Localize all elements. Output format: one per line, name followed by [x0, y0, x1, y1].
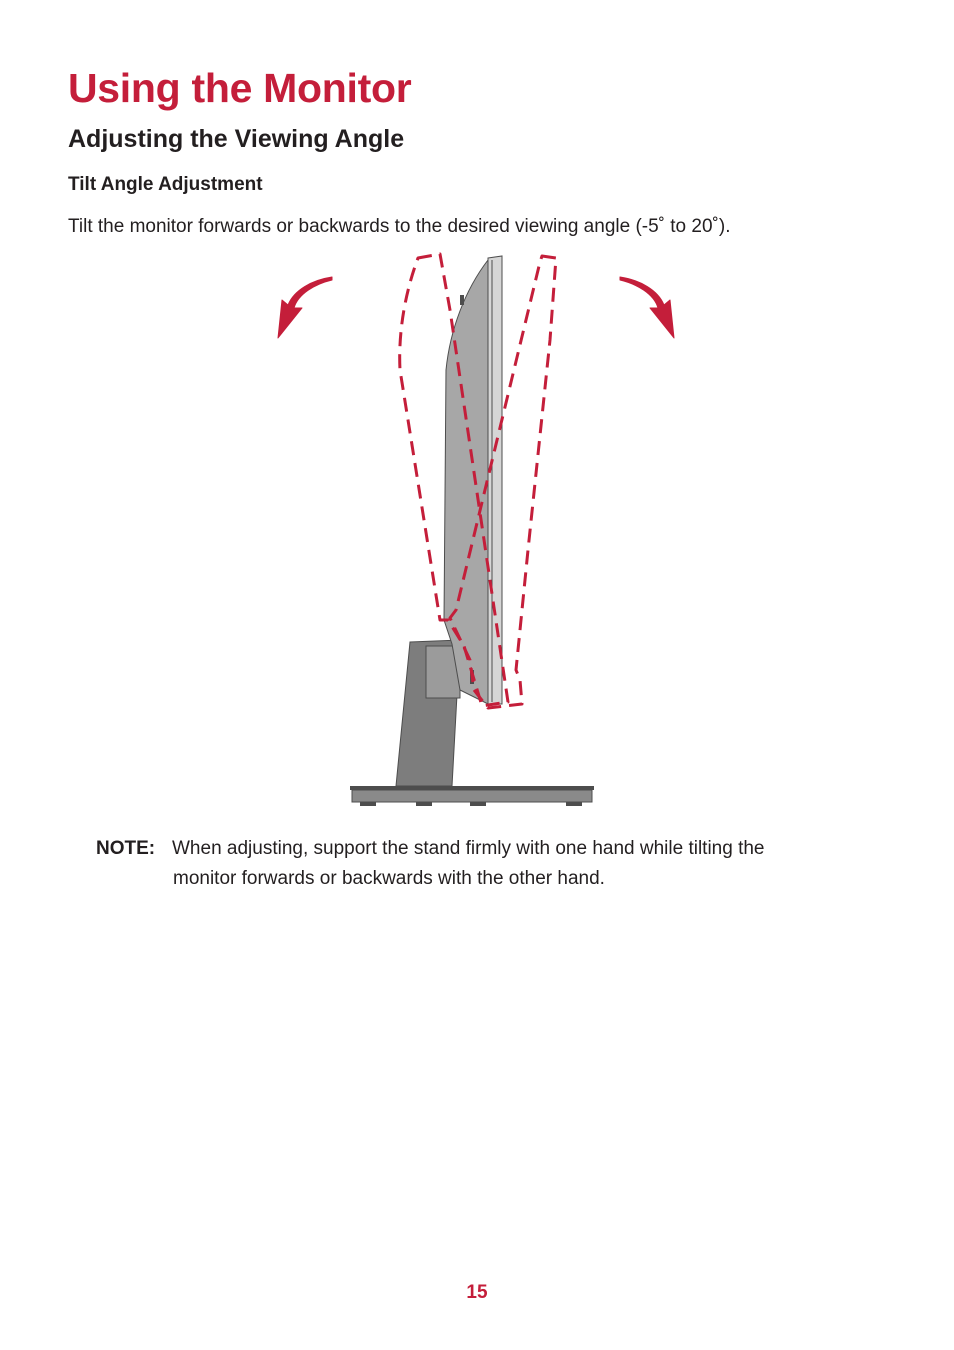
tilt-forward-arrow-icon	[620, 277, 674, 338]
monitor-base	[350, 786, 594, 806]
section-heading: Adjusting the Viewing Angle	[68, 125, 405, 153]
note-line-1	[96, 834, 896, 864]
page-number: 15	[466, 1282, 488, 1303]
note-text-2: monitor forwards or backwards with the other hand.	[173, 868, 605, 889]
note-label: NOTE:	[96, 838, 156, 859]
instruction-text: Tilt the monitor forwards or backwards to the desired viewing angle (-5˚ to 20˚).	[68, 216, 731, 237]
note-block	[96, 834, 896, 894]
note-text-1: When adjusting, support the stand firmly with one hand while tilting the	[172, 838, 765, 859]
page-title: Using the Monitor	[68, 65, 412, 111]
subsection-heading: Tilt Angle Adjustment	[68, 174, 263, 195]
tilt-illustration	[260, 250, 700, 810]
tilt-backward-arrow-icon	[278, 277, 332, 338]
